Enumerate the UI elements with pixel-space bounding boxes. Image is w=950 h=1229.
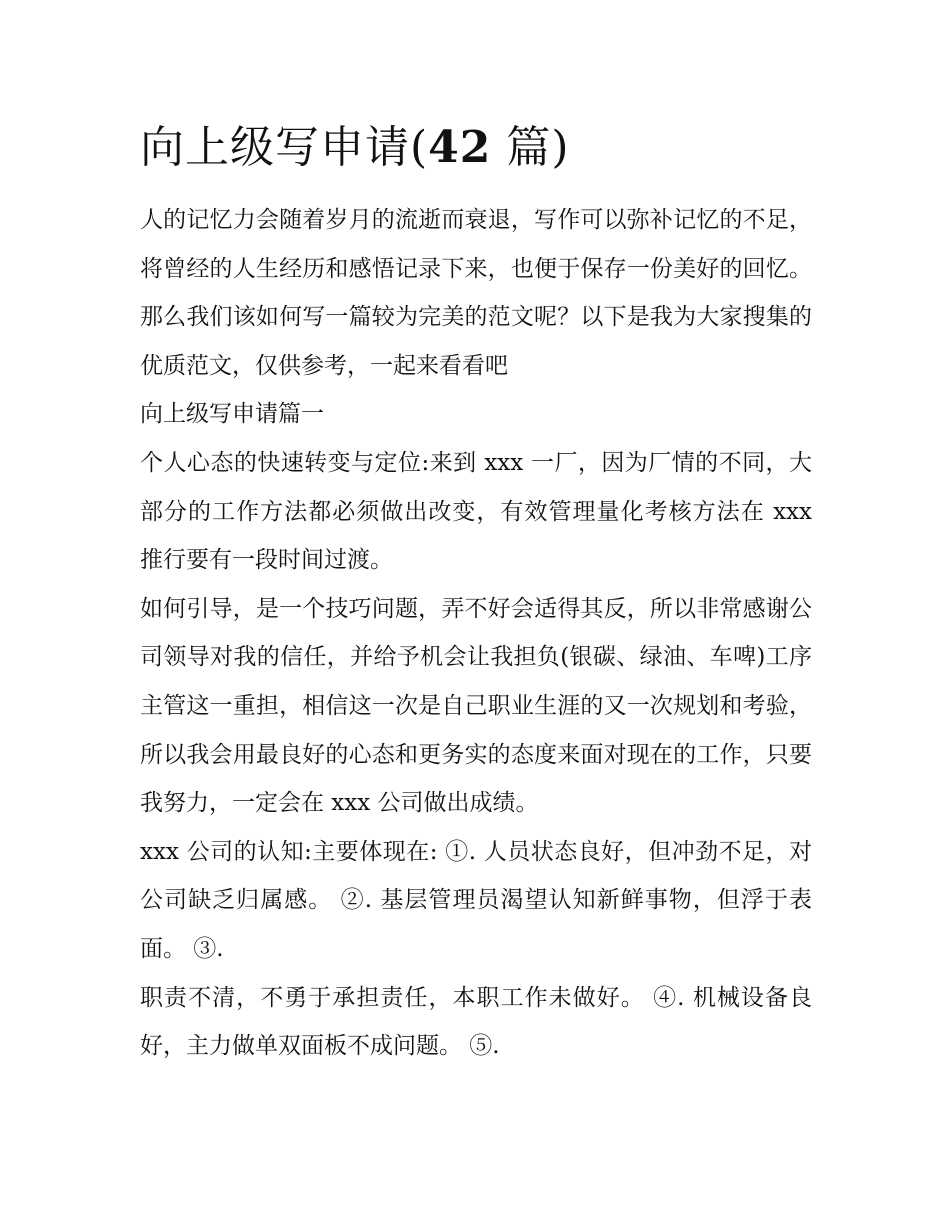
body-paragraph: xxx 公司的认知:主要体现在: ①. 人员状态良好，但冲劲不足，对公司缺乏归属感。 ②. 基层管理员渴望认知新鲜事物，但浮于表面。 ③. (140, 838, 812, 962)
body-paragraph: 职责不清，不勇于承担责任，本职工作未做好。 ④. 机械设备良好，主力做单双面板不成问题。 ⑤. (140, 984, 812, 1060)
document-page (140, 118, 812, 1071)
body-paragraph: 如何引导，是一个技巧问题，弄不好会适得其反，所以非常感谢公司领导对我的信任，并给予机会让我担负(银碳、绿油、车啤)工序主管这一重担，相信这一次是自己职业生涯的又一次规划和考验，所以我会用最良好的心态和更务实的态度来面对现在的工作，只要我努力，一定会在 xxx 公司做出成绩。 (140, 595, 812, 817)
body-paragraph: 个人心态的快速转变与定位:来到 xxx 一厂，因为厂情的不同，大部分的工作方法都必须做出改变，有效管理量化考核方法在 xxx 推行要有一段时间过渡。 (140, 449, 812, 574)
document-title (140, 118, 812, 178)
section-heading: 向上级写申请篇一 (140, 401, 324, 428)
intro-paragraph: 人的记忆力会随着岁月的流逝而衰退，写作可以弥补记忆的不足，将曾经的人生经历和感悟记录下来，也便于保存一份美好的回忆。那么我们该如何写一篇较为完美的范文呢？以下是我为大家搜集的优质范文，仅供参考，一起来看看吧 (140, 207, 812, 379)
title-prefix: 向上级写申请( (140, 122, 429, 173)
title-number: 42 (428, 122, 492, 173)
title-suffix: 篇) (491, 122, 570, 173)
